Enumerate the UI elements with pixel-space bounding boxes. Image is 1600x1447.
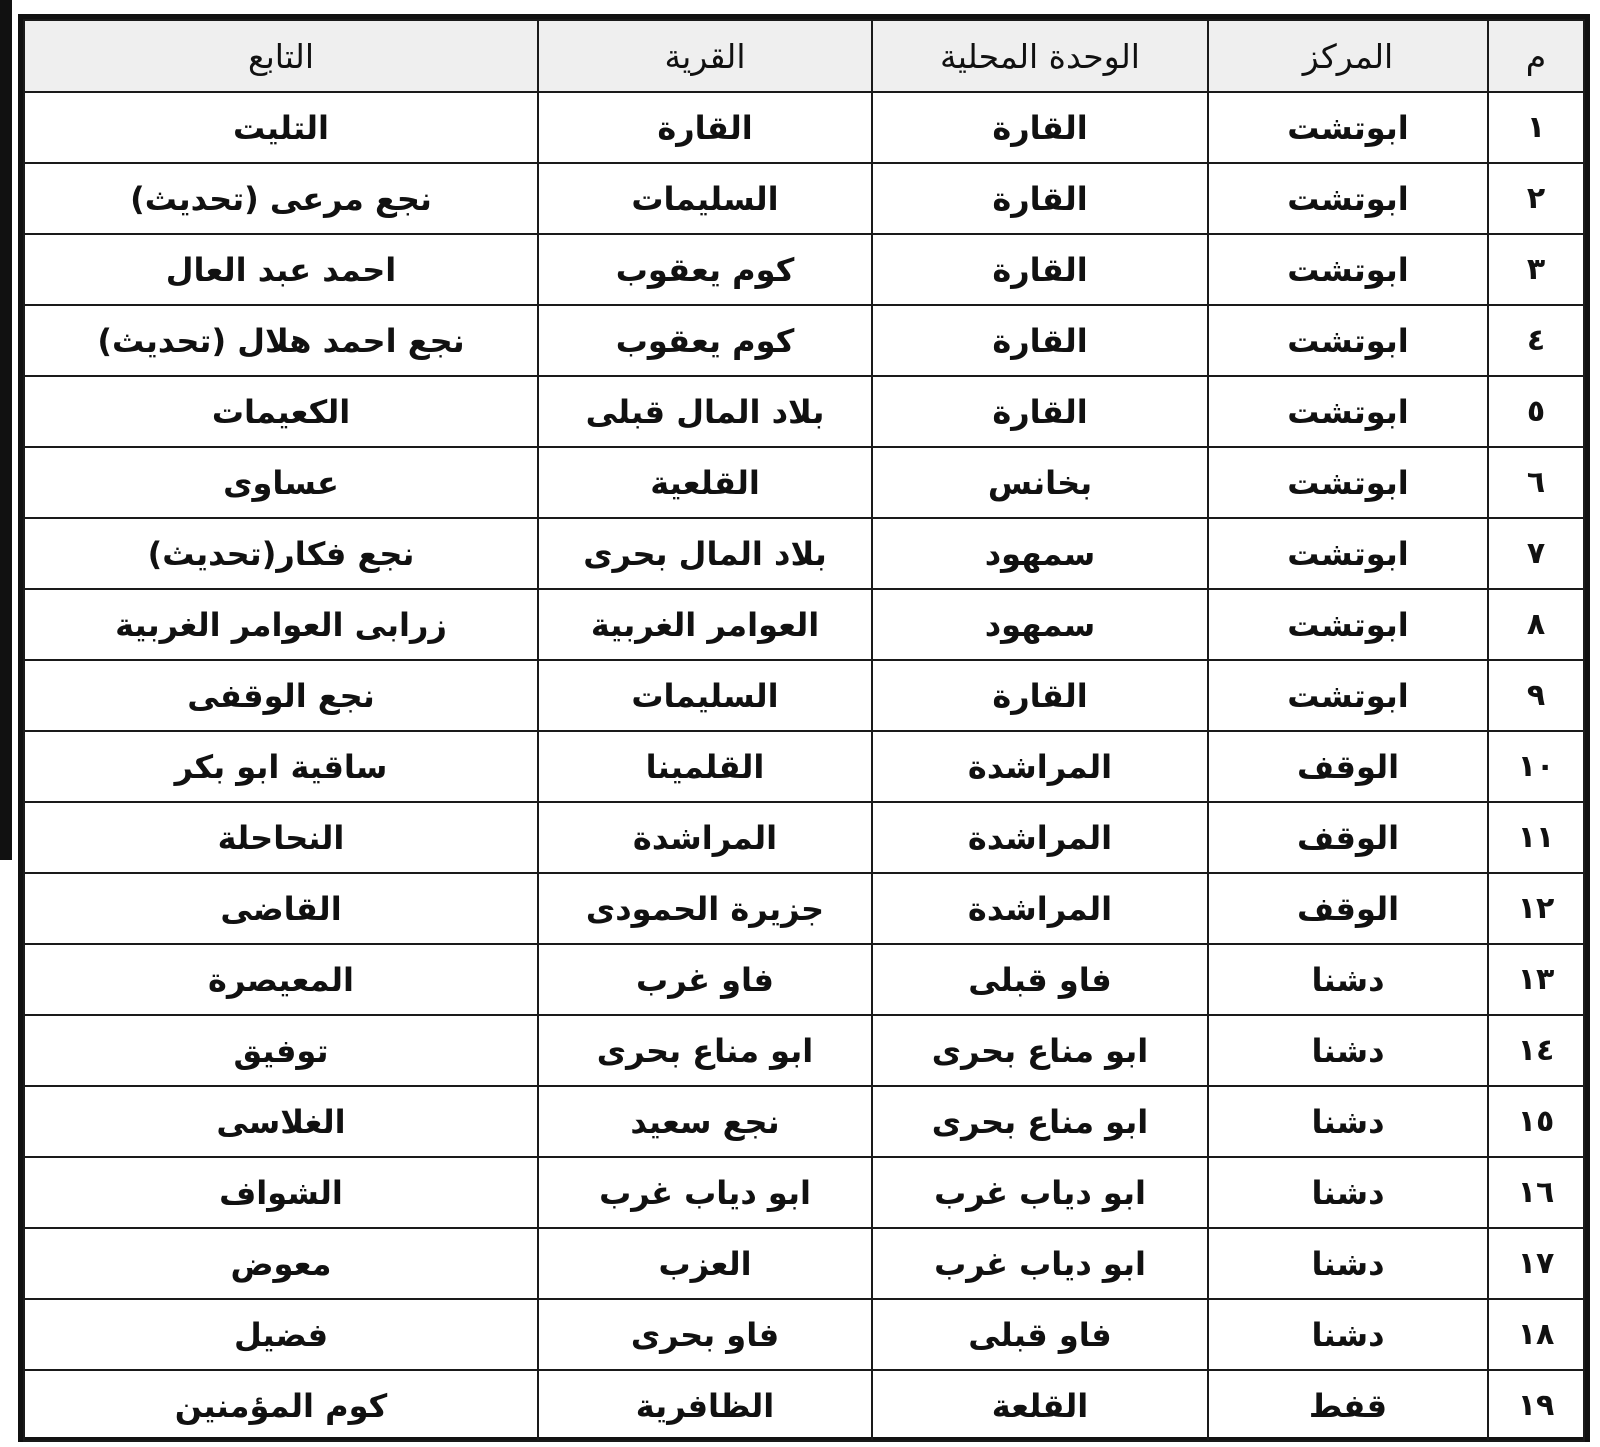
cell-num: ٣ — [1488, 234, 1584, 305]
cell-num: ١٨ — [1488, 1299, 1584, 1370]
cell-village: القلعية — [538, 447, 872, 518]
table-row — [24, 1228, 1584, 1299]
cell-local-unit: ابو دياب غرب — [872, 1157, 1208, 1228]
cell-local-unit: سمهود — [872, 518, 1208, 589]
cell-subsidiary: كوم المؤمنين — [24, 1370, 538, 1441]
table-row — [24, 447, 1584, 518]
cell-subsidiary: القاضى — [24, 873, 538, 944]
cell-center: ابوتشت — [1208, 376, 1488, 447]
cell-subsidiary: نجع فكار(تحديث) — [24, 518, 538, 589]
cell-local-unit: القارة — [872, 234, 1208, 305]
cell-subsidiary: نجع الوقفى — [24, 660, 538, 731]
cell-num: ١٦ — [1488, 1157, 1584, 1228]
cell-village: الظافرية — [538, 1370, 872, 1441]
cell-local-unit: القارة — [872, 163, 1208, 234]
cell-center: ابوتشت — [1208, 305, 1488, 376]
cell-local-unit: سمهود — [872, 589, 1208, 660]
table-row — [24, 376, 1584, 447]
cell-num: ١٧ — [1488, 1228, 1584, 1299]
cell-center: ابوتشت — [1208, 589, 1488, 660]
cell-center: ابوتشت — [1208, 92, 1488, 163]
cell-num: ١٤ — [1488, 1015, 1584, 1086]
cell-village: السليمات — [538, 660, 872, 731]
table-row — [24, 1015, 1584, 1086]
header-num: م — [1488, 20, 1584, 92]
cell-subsidiary: ساقية ابو بكر — [24, 731, 538, 802]
cell-num: ٨ — [1488, 589, 1584, 660]
table-row — [24, 731, 1584, 802]
table-row — [24, 1299, 1584, 1370]
cell-center: الوقف — [1208, 802, 1488, 873]
cell-center: دشنا — [1208, 1015, 1488, 1086]
cell-village: المراشدة — [538, 802, 872, 873]
cell-center: الوقف — [1208, 731, 1488, 802]
header-row — [24, 20, 1584, 92]
cell-center: دشنا — [1208, 1086, 1488, 1157]
cell-center: ابوتشت — [1208, 234, 1488, 305]
cell-num: ١٢ — [1488, 873, 1584, 944]
cell-local-unit: ابو دياب غرب — [872, 1228, 1208, 1299]
cell-subsidiary: التليت — [24, 92, 538, 163]
table-row — [24, 802, 1584, 873]
cell-village: بلاد المال قبلى — [538, 376, 872, 447]
table-row — [24, 660, 1584, 731]
cell-local-unit: ابو مناع بحرى — [872, 1015, 1208, 1086]
cell-local-unit: القارة — [872, 376, 1208, 447]
cell-center: ابوتشت — [1208, 447, 1488, 518]
cell-subsidiary: المعيصرة — [24, 944, 538, 1015]
cell-village: القلمينا — [538, 731, 872, 802]
table-row — [24, 234, 1584, 305]
cell-subsidiary: توفيق — [24, 1015, 538, 1086]
cell-num: ٦ — [1488, 447, 1584, 518]
cell-village: العزب — [538, 1228, 872, 1299]
villages-table — [23, 19, 1585, 1442]
cell-village: القارة — [538, 92, 872, 163]
cell-village: العوامر الغربية — [538, 589, 872, 660]
cell-num: ٢ — [1488, 163, 1584, 234]
cell-village: فاو بحرى — [538, 1299, 872, 1370]
table-row — [24, 163, 1584, 234]
page-edge-shadow — [0, 0, 12, 860]
header-subsidiary: التابع — [24, 20, 538, 92]
cell-num: ١٩ — [1488, 1370, 1584, 1441]
table-row — [24, 589, 1584, 660]
header-village: القرية — [538, 20, 872, 92]
cell-subsidiary: النحاحلة — [24, 802, 538, 873]
villages-table-frame — [18, 14, 1590, 1442]
cell-num: ١٥ — [1488, 1086, 1584, 1157]
cell-num: ٤ — [1488, 305, 1584, 376]
cell-num: ٧ — [1488, 518, 1584, 589]
cell-local-unit: المراشدة — [872, 873, 1208, 944]
cell-subsidiary: عساوى — [24, 447, 538, 518]
table-row — [24, 92, 1584, 163]
cell-subsidiary: نجع احمد هلال (تحديث) — [24, 305, 538, 376]
cell-center: دشنا — [1208, 1228, 1488, 1299]
cell-local-unit: فاو قبلى — [872, 944, 1208, 1015]
table-row — [24, 944, 1584, 1015]
cell-village: ابو مناع بحرى — [538, 1015, 872, 1086]
cell-subsidiary: الشواف — [24, 1157, 538, 1228]
cell-village: السليمات — [538, 163, 872, 234]
table-row — [24, 1086, 1584, 1157]
cell-village: ابو دياب غرب — [538, 1157, 872, 1228]
cell-center: ابوتشت — [1208, 163, 1488, 234]
table-row — [24, 1370, 1584, 1441]
cell-local-unit: المراشدة — [872, 802, 1208, 873]
cell-local-unit: القارة — [872, 92, 1208, 163]
cell-local-unit: القارة — [872, 660, 1208, 731]
table-row — [24, 873, 1584, 944]
cell-num: ٥ — [1488, 376, 1584, 447]
table-row — [24, 1157, 1584, 1228]
cell-center: ابوتشت — [1208, 660, 1488, 731]
cell-center: الوقف — [1208, 873, 1488, 944]
cell-num: ٩ — [1488, 660, 1584, 731]
cell-subsidiary: نجع مرعى (تحديث) — [24, 163, 538, 234]
cell-village: نجع سعيد — [538, 1086, 872, 1157]
cell-center: ابوتشت — [1208, 518, 1488, 589]
cell-num: ١ — [1488, 92, 1584, 163]
cell-num: ١٠ — [1488, 731, 1584, 802]
cell-center: قفط — [1208, 1370, 1488, 1441]
cell-village: جزيرة الحمودى — [538, 873, 872, 944]
cell-subsidiary: الكعيمات — [24, 376, 538, 447]
cell-subsidiary: فضيل — [24, 1299, 538, 1370]
cell-village: فاو غرب — [538, 944, 872, 1015]
cell-subsidiary: زرابى العوامر الغربية — [24, 589, 538, 660]
cell-local-unit: المراشدة — [872, 731, 1208, 802]
table-row — [24, 518, 1584, 589]
cell-village: بلاد المال بحرى — [538, 518, 872, 589]
cell-center: دشنا — [1208, 944, 1488, 1015]
cell-village: كوم يعقوب — [538, 234, 872, 305]
header-center: المركز — [1208, 20, 1488, 92]
cell-local-unit: القارة — [872, 305, 1208, 376]
cell-village: كوم يعقوب — [538, 305, 872, 376]
cell-center: دشنا — [1208, 1299, 1488, 1370]
header-local-unit: الوحدة المحلية — [872, 20, 1208, 92]
cell-local-unit: فاو قبلى — [872, 1299, 1208, 1370]
cell-local-unit: القلعة — [872, 1370, 1208, 1441]
cell-subsidiary: الغلاسى — [24, 1086, 538, 1157]
cell-subsidiary: احمد عبد العال — [24, 234, 538, 305]
cell-num: ١١ — [1488, 802, 1584, 873]
table-row — [24, 305, 1584, 376]
cell-center: دشنا — [1208, 1157, 1488, 1228]
cell-num: ١٣ — [1488, 944, 1584, 1015]
cell-subsidiary: معوض — [24, 1228, 538, 1299]
cell-local-unit: ابو مناع بحرى — [872, 1086, 1208, 1157]
cell-local-unit: بخانس — [872, 447, 1208, 518]
